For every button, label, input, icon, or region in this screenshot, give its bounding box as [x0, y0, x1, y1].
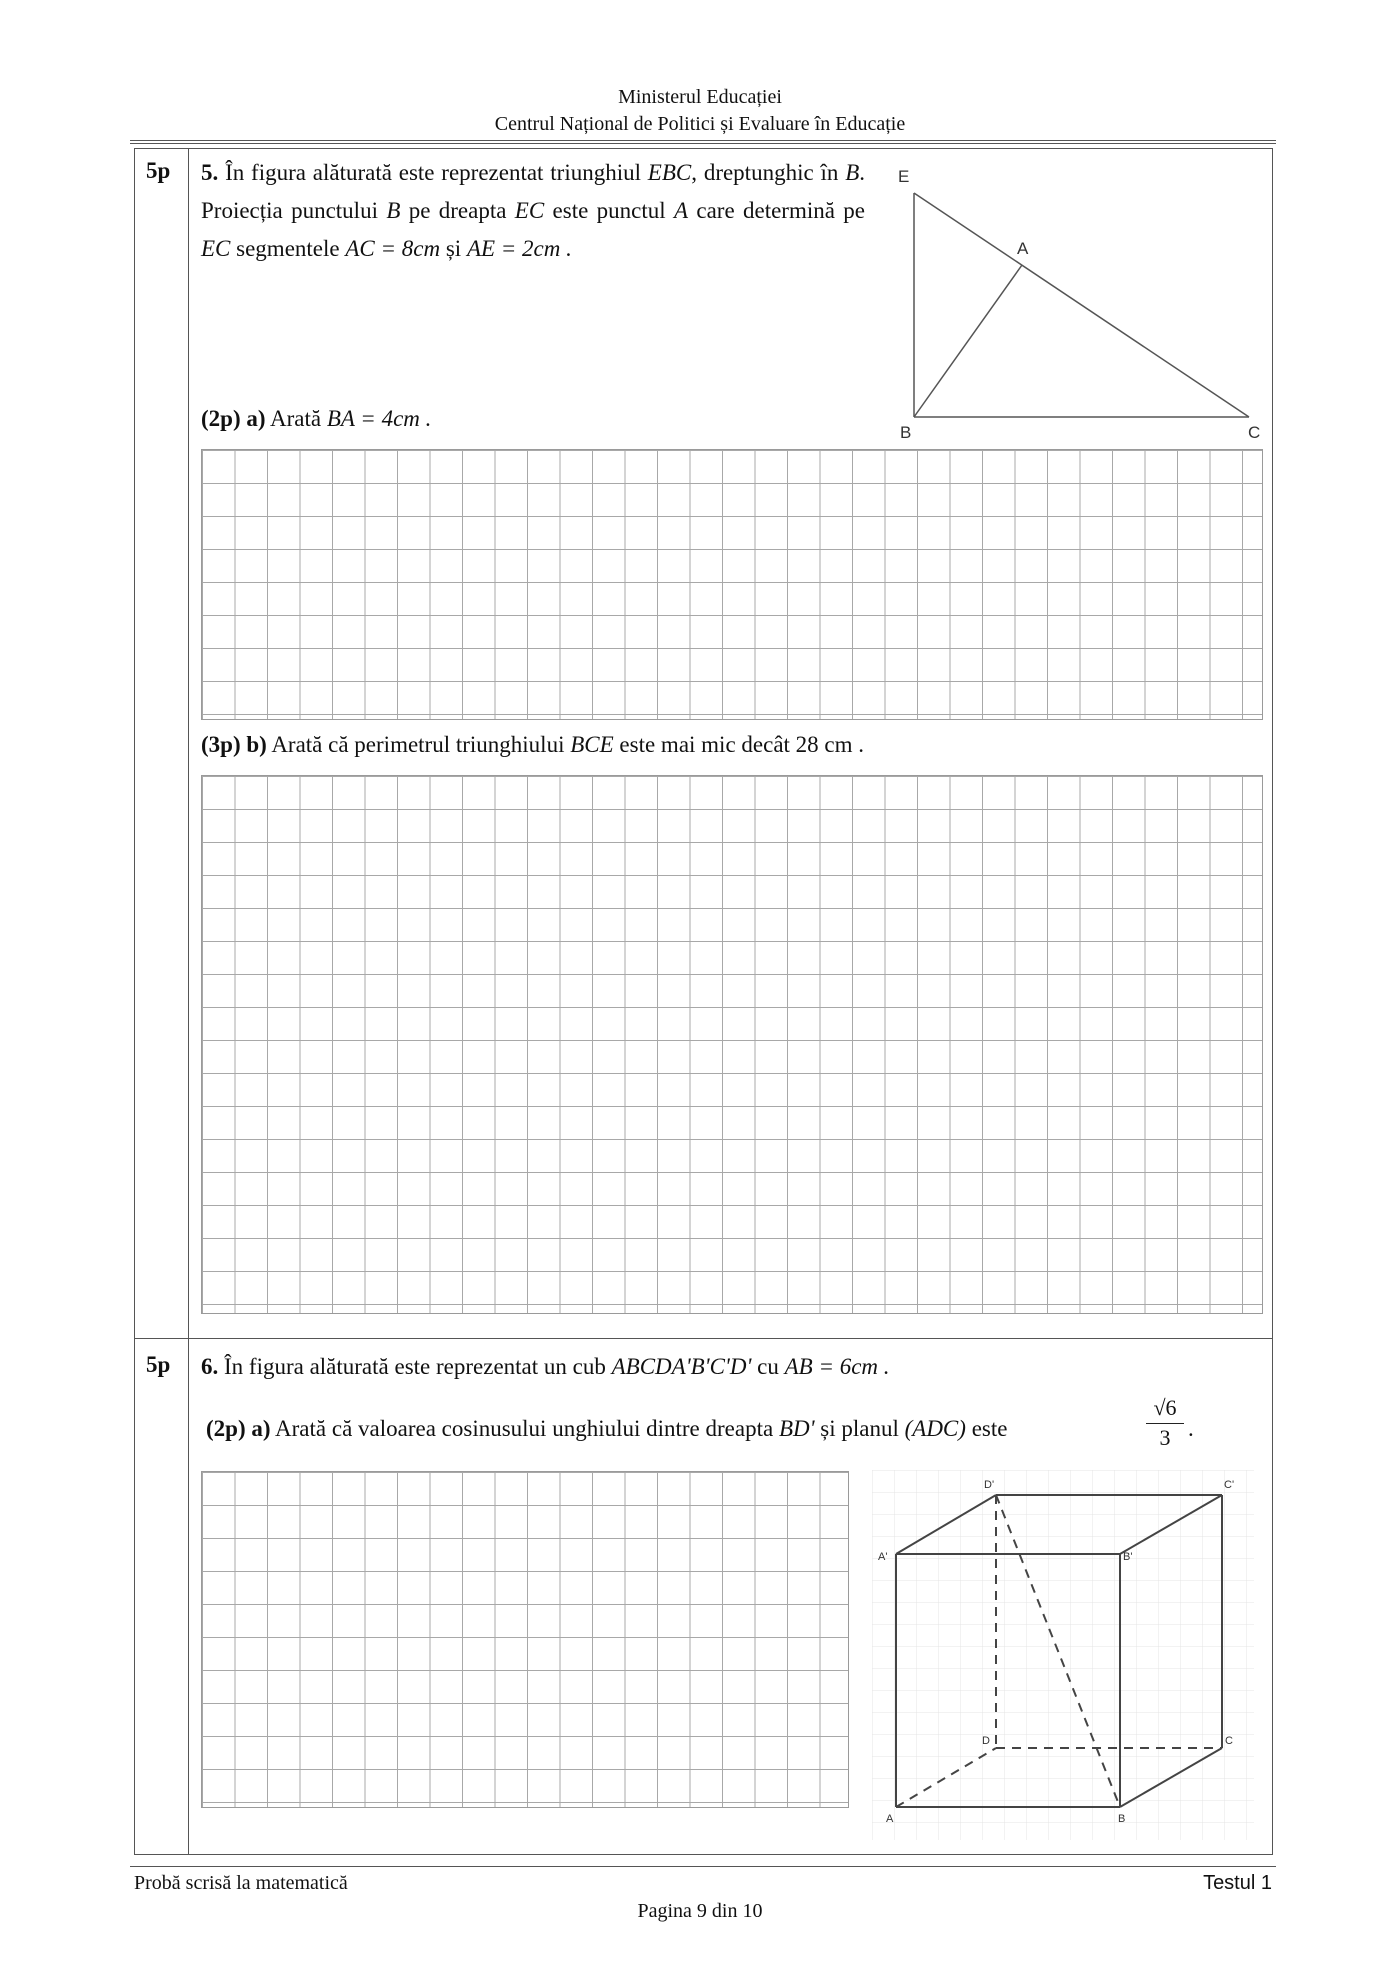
q5b-letter: b) [246, 732, 267, 757]
q6a-fraction [1146, 1393, 1184, 1452]
label-b: B [900, 423, 912, 442]
q5-text: , dreptunghic în [691, 160, 839, 185]
q5-text: este punctul [552, 198, 666, 223]
q5-number: 5. [201, 160, 219, 185]
table-top-border [134, 148, 1273, 149]
q5-line-ec: EC [201, 236, 231, 261]
q6a-letter: a) [251, 1416, 271, 1441]
q5-text: și [445, 236, 462, 261]
q6-number: 6. [201, 1354, 219, 1379]
table-bottom-border [134, 1854, 1273, 1855]
q6a-plane: (ADC) [904, 1416, 966, 1441]
table-left-border [134, 148, 135, 1855]
q6a-answer-grid[interactable] [201, 1471, 849, 1808]
q5a-answer-grid[interactable] [201, 449, 1263, 720]
q6-ab-value: AB = 6cm . [784, 1354, 890, 1379]
table-right-border [1272, 148, 1273, 1855]
q6a-score: (2p) [206, 1416, 246, 1441]
segment-ec [914, 193, 1249, 417]
q6-text: În figura alăturată este reprezentat un cub [224, 1354, 606, 1379]
q6a-line: BD' [778, 1416, 815, 1441]
header-rule [130, 140, 1276, 141]
table-row-divider [134, 1338, 1273, 1339]
footer-test-number: Testul 1 [1203, 1872, 1272, 1894]
segment-ba [914, 265, 1022, 417]
q5b-text: este mai mic decât 28 cm . [619, 732, 865, 757]
q5a-letter: a) [246, 406, 266, 431]
label-d: D [982, 1735, 990, 1747]
q5b-answer-grid[interactable] [201, 775, 1263, 1314]
label-b1: B' [1123, 1551, 1133, 1563]
q5-point-b: B [845, 160, 860, 185]
q6-statement [201, 1348, 890, 1386]
q5-statement [201, 154, 865, 268]
header-rule-2 [130, 143, 1276, 144]
footer-rule [130, 1866, 1276, 1867]
q6-cube-name: ABCDA'B'C'D' [611, 1354, 752, 1379]
q6a-text: Arată că valoarea cosinusului unghiului dintre dreapta [275, 1416, 774, 1441]
fraction-numerator: √6 [1146, 1393, 1184, 1424]
header-center: Centrul Național de Politici și Evaluare în Educație [494, 113, 906, 135]
q5-line-ec: EC [514, 198, 545, 223]
label-e: E [898, 167, 910, 186]
q6-cube-figure [872, 1470, 1254, 1840]
q5-text: . Proiecția punctului [201, 160, 865, 223]
q5a-expression: BA = 4cm . [326, 406, 432, 431]
fraction-denominator: 3 [1159, 1425, 1171, 1450]
footer-page-number: Pagina 9 din 10 [637, 1900, 763, 1922]
label-a: A [1017, 239, 1029, 258]
q5-points: 5p [146, 158, 171, 183]
label-a1: A' [878, 1551, 888, 1563]
q5-ac-value: AC = 8cm [345, 236, 441, 261]
label-d1: D' [984, 1479, 995, 1491]
q6-points: 5p [146, 1352, 171, 1377]
label-a: A [886, 1813, 894, 1825]
label-b: B [1118, 1813, 1126, 1825]
q5-text: În figura alăturată este reprezentat triunghiul [225, 160, 641, 185]
q5-part-a [201, 400, 431, 438]
q5-ae-value: AE = 2cm . [466, 236, 572, 261]
q5b-score: (3p) [201, 732, 241, 757]
q5a-score: (2p) [201, 406, 241, 431]
q5-triangle-name: EBC [647, 160, 692, 185]
header-ministry: Ministerul Educației [618, 86, 782, 108]
q5a-text: Arată [270, 406, 322, 431]
label-c1: C' [1224, 1479, 1235, 1491]
q5b-triangle: BCE [570, 732, 614, 757]
q5-point-b: B [386, 198, 401, 223]
q5-point-a: A [673, 198, 689, 223]
q5-triangle-figure [880, 160, 1270, 445]
label-c: C [1225, 1735, 1233, 1747]
label-c: C [1248, 423, 1261, 442]
q5-text: pe dreapta [408, 198, 507, 223]
q6a-text: și planul [820, 1416, 899, 1441]
table-column-divider [188, 148, 189, 1855]
footer-exam-name: Probă scrisă la matematică [134, 1872, 348, 1894]
q6-text: cu [757, 1354, 779, 1379]
q5-text: care determină pe [696, 198, 866, 223]
q5b-text: Arată că perimetrul triunghiului [271, 732, 565, 757]
q6a-period: . [1188, 1416, 1194, 1441]
q5-text: segmentele [236, 236, 340, 261]
q6-part-a [206, 1410, 1007, 1448]
q6a-text: este [971, 1416, 1008, 1441]
cube-background-grid [872, 1470, 1254, 1840]
q5-part-b [201, 726, 864, 764]
